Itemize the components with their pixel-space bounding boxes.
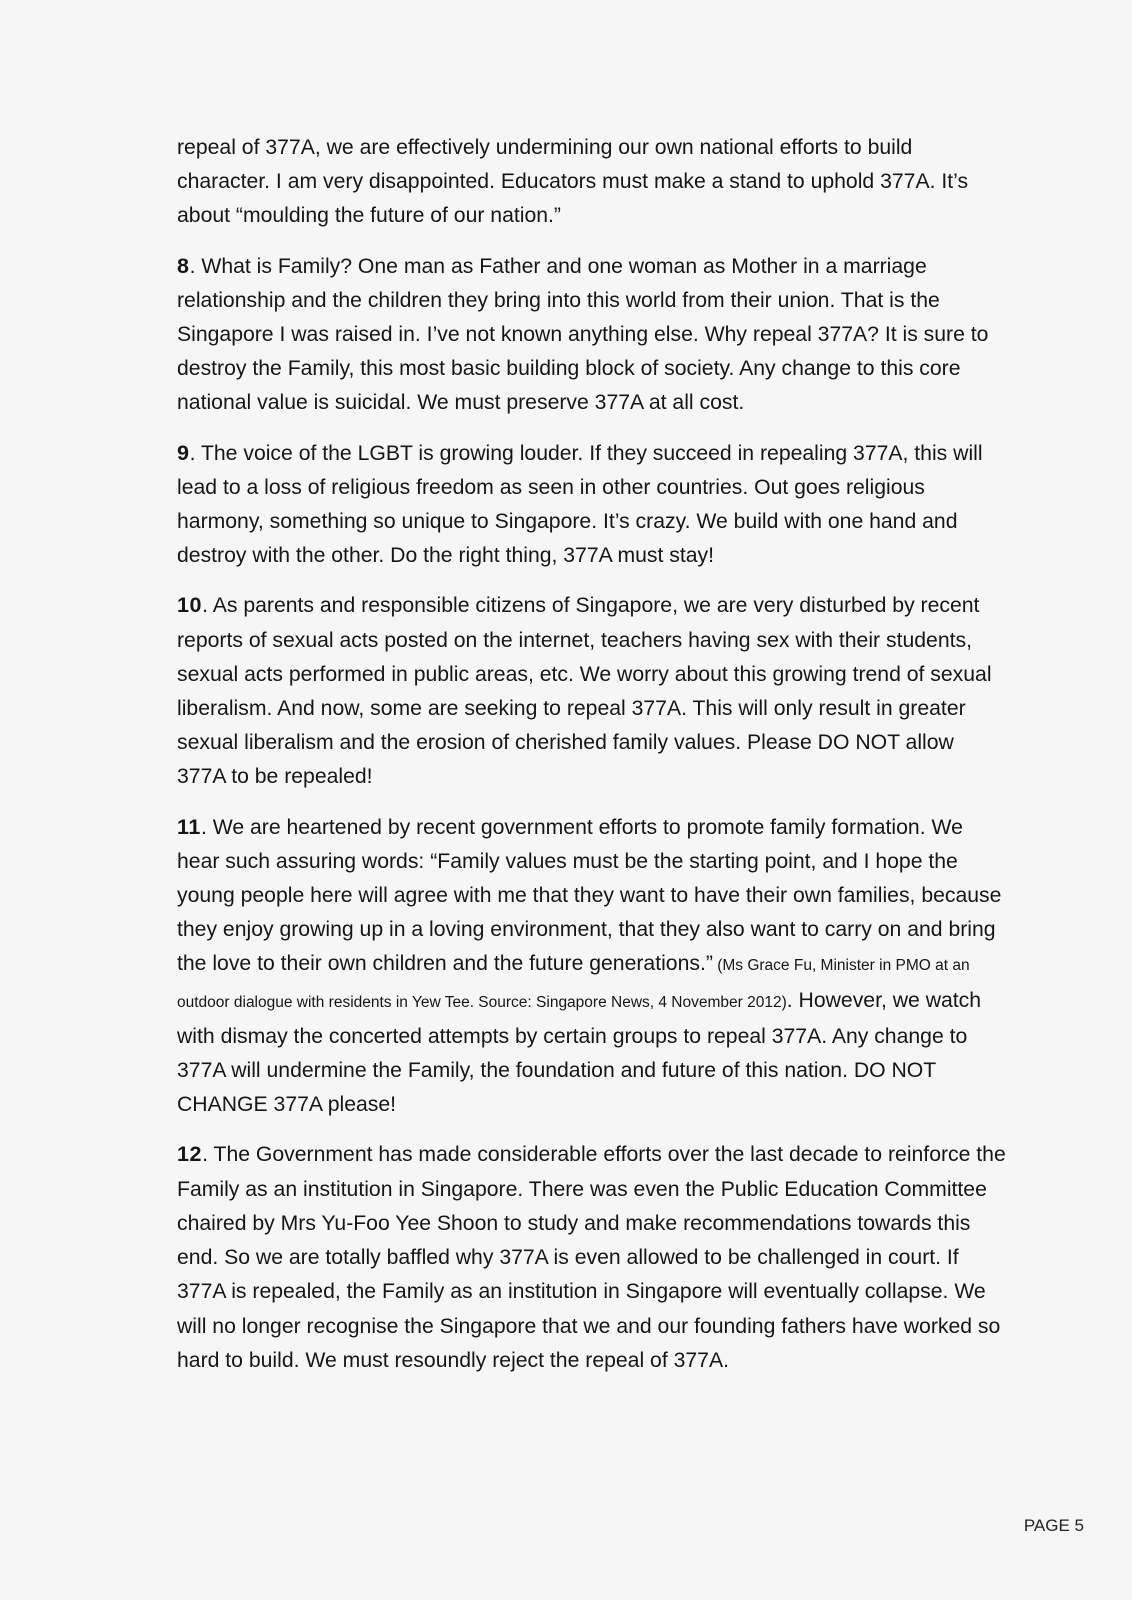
intro-text: repeal of 377A, we are effectively undermining our own national efforts to build character. I am very disappointed. Educators must make a stand to uphold 377A. It’s about “moulding the future of our nation.” — [177, 136, 969, 228]
intro-paragraph — [177, 131, 1007, 234]
document-body — [177, 131, 1007, 1393]
paragraph-text: . As parents and responsible citizens of Singapore, we are very disturbed by recent reports of sexual acts posted on the internet, teachers having sex with their students, sexual acts performed in public areas, etc. We worry about this growing trend of sexual liberalism. And now, some are seeking to repeal 377A. This will only result in greater sexual liberalism and the erosion of cherished family values. Please DO NOT allow 377A to be repealed! — [177, 594, 992, 789]
paragraph-11 — [177, 810, 1007, 1123]
paragraph-text: . The Government has made considerable efforts over the last decade to reinforce the Family as an institution in Singapore. There was even the Public Education Committee chaired by Mrs Yu-Foo Yee Shoon to study and make recommendations towards this end. So we are totally baffled why 377A is even allowed to be challenged in court. If 377A is repealed, the Family as an institution in Singapore will eventually collapse. We will no longer recognise the Singapore that we and our founding fathers have worked so hard to build. We must resoundly reject the repeal of 377A. — [177, 1143, 1006, 1372]
paragraph-text: . What is Family? One man as Father and one woman as Mother in a marriage relationship and the children they bring into this world from their union. That is the Singapore I was raised in. I’ve not known anything else. Why repeal 377A? It is sure to destroy the Family, this most basic building block of society. Any change to this core national value is suicidal. We must preserve 377A at all cost. — [177, 254, 989, 415]
paragraph-10 — [177, 588, 1007, 794]
paragraph-12 — [177, 1137, 1007, 1377]
paragraph-number: 12 — [177, 1142, 203, 1167]
citation-text: (Ms Grace Fu, Minister in PMO at an outdoor dialogue with residents in Yew Tee. Source: Singapore News, 4 November 2012) — [177, 957, 970, 1011]
paragraph-text-continued: . However, we watch with dismay the concerted attempts by certain groups to repeal 377A. Any change to 377A will undermine the Family, the foundation and future of this nation. DO NOT CHANGE 377A please! — [177, 988, 982, 1117]
paragraph-8 — [177, 249, 1007, 421]
paragraph-text: . We are heartened by recent government efforts to promote family formation. We hear such assuring words: “Family values must be the starting point, and I hope the young people here will agree with me that they want to have their own families, because they enjoy growing up in a loving environment, that they also want to carry on and bring the love to their own children and the future generations.” — [177, 815, 1002, 976]
paragraph-number: 10 — [177, 593, 203, 618]
paragraph-number: 8 — [177, 253, 190, 278]
page-number: PAGE 5 — [1023, 1516, 1084, 1535]
paragraph-text: . The voice of the LGBT is growing louder. If they succeed in repealing 377A, this will lead to a loss of religious freedom as seen in other countries. Out goes religious harmony, something so unique to Singapore. It’s crazy. We build with one hand and destroy with the other. Do the right thing, 377A must stay! — [177, 441, 983, 568]
paragraph-number: 11 — [177, 814, 201, 839]
paragraph-9 — [177, 436, 1007, 574]
paragraph-number: 9 — [177, 440, 190, 465]
